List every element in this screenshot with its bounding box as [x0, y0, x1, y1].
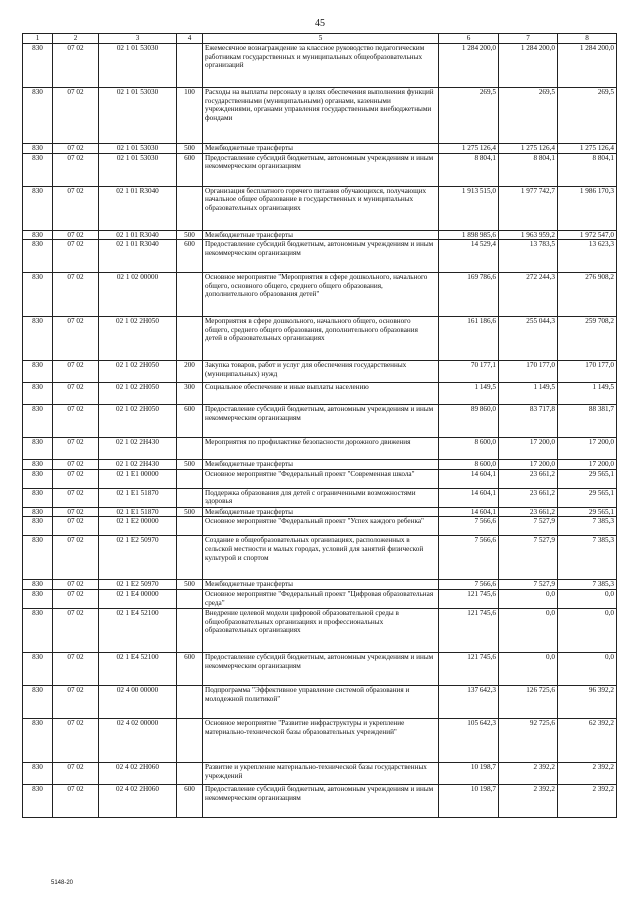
row-value-2021: 1 275 126,4 — [439, 144, 499, 154]
row-section-cell: 07 02 — [53, 383, 99, 405]
row-target-cell: 02 1 02 2Н050 — [99, 383, 177, 405]
row-value-2021: 121 745,6 — [439, 652, 499, 685]
row-name-cell: Основное мероприятие "Федеральный проект "Цифровая образовательная среда" — [203, 589, 439, 608]
header-col-5: 5 — [203, 34, 439, 44]
row-name-cell: Организация бесплатного горячего питания обучающихся, получающих начальное общее образование в государственных и муниципальных образовательных организациях — [203, 186, 439, 230]
row-target-cell: 02 1 Е4 52100 — [99, 608, 177, 652]
row-name-cell: Межбюджетные трансферты — [203, 144, 439, 154]
row-type-cell — [177, 536, 203, 580]
row-section-cell: 07 02 — [53, 153, 99, 186]
row-value-2022: 269,5 — [499, 88, 558, 144]
row-value-2021: 137 642,3 — [439, 685, 499, 718]
row-type-cell — [177, 186, 203, 230]
row-value-2023: 29 565,1 — [558, 488, 617, 507]
row-type-cell — [177, 44, 203, 88]
table-row — [23, 383, 617, 405]
row-target-cell: 02 1 01 R3040 — [99, 240, 177, 273]
row-value-2021: 89 860,0 — [439, 405, 499, 438]
row-value-2023: 269,5 — [558, 88, 617, 144]
table-row — [23, 784, 617, 817]
row-section-cell: 07 02 — [53, 784, 99, 817]
row-value-2023: 2 392,2 — [558, 762, 617, 784]
row-code-cell: 830 — [23, 361, 53, 383]
row-value-2021: 105 642,3 — [439, 718, 499, 762]
row-section-cell: 07 02 — [53, 685, 99, 718]
row-target-cell: 02 1 Е4 00000 — [99, 589, 177, 608]
row-value-2023: 13 623,3 — [558, 240, 617, 273]
row-code-cell: 830 — [23, 469, 53, 488]
row-value-2022: 23 661,2 — [499, 488, 558, 507]
row-code-cell: 830 — [23, 762, 53, 784]
table-row — [23, 517, 617, 536]
row-code-cell: 830 — [23, 144, 53, 154]
row-name-cell: Предоставление субсидий бюджетным, автономным учреждениям и иным некоммерческим организациям — [203, 240, 439, 273]
row-target-cell: 02 1 Е2 50970 — [99, 580, 177, 590]
table-row — [23, 460, 617, 470]
row-target-cell: 02 1 01 53030 — [99, 153, 177, 186]
table-row — [23, 405, 617, 438]
header-col-4: 4 — [177, 34, 203, 44]
row-type-cell — [177, 685, 203, 718]
row-value-2023: 0,0 — [558, 652, 617, 685]
row-value-2023: 62 392,2 — [558, 718, 617, 762]
row-value-2022: 1 977 742,7 — [499, 186, 558, 230]
row-name-cell: Поддержка образования для детей с ограниченными возможностями здоровья — [203, 488, 439, 507]
row-type-cell: 500 — [177, 144, 203, 154]
table-row — [23, 44, 617, 88]
row-value-2021: 121 745,6 — [439, 589, 499, 608]
row-section-cell: 07 02 — [53, 507, 99, 517]
row-target-cell: 02 1 Е1 51870 — [99, 507, 177, 517]
row-section-cell: 07 02 — [53, 536, 99, 580]
row-value-2023: 276 908,2 — [558, 273, 617, 317]
row-type-cell: 600 — [177, 652, 203, 685]
table-body — [23, 44, 617, 818]
header-col-6: 6 — [439, 34, 499, 44]
table-row — [23, 230, 617, 240]
row-value-2021: 10 198,7 — [439, 762, 499, 784]
row-value-2022: 0,0 — [499, 652, 558, 685]
row-value-2021: 169 786,6 — [439, 273, 499, 317]
table-row — [23, 652, 617, 685]
table-row — [23, 88, 617, 144]
row-section-cell: 07 02 — [53, 317, 99, 361]
row-value-2021: 1 913 515,0 — [439, 186, 499, 230]
row-name-cell: Создание в общеобразовательных организациях, расположенных в сельской местности и малых городах, условий для занятий физической культурой и спортом — [203, 536, 439, 580]
header-row — [23, 34, 617, 44]
row-type-cell — [177, 589, 203, 608]
row-value-2023: 1 275 126,4 — [558, 144, 617, 154]
row-target-cell: 02 1 Е2 00000 — [99, 517, 177, 536]
row-name-cell: Подпрограмма "Эффективное управление системой образования и молодежной политикой" — [203, 685, 439, 718]
table-row — [23, 685, 617, 718]
row-value-2022: 0,0 — [499, 589, 558, 608]
table-row — [23, 762, 617, 784]
row-code-cell: 830 — [23, 784, 53, 817]
row-name-cell: Закупка товаров, работ и услуг для обеспечения государственных (муниципальных) нужд — [203, 361, 439, 383]
row-code-cell: 830 — [23, 488, 53, 507]
row-value-2021: 121 745,6 — [439, 608, 499, 652]
row-name-cell: Межбюджетные трансферты — [203, 507, 439, 517]
row-section-cell: 07 02 — [53, 460, 99, 470]
row-value-2022: 23 661,2 — [499, 469, 558, 488]
row-target-cell: 02 1 Е4 52100 — [99, 652, 177, 685]
row-value-2021: 1 149,5 — [439, 383, 499, 405]
row-code-cell: 830 — [23, 517, 53, 536]
row-code-cell: 830 — [23, 44, 53, 88]
row-value-2022: 126 725,6 — [499, 685, 558, 718]
row-target-cell: 02 1 02 00000 — [99, 273, 177, 317]
row-target-cell: 02 1 02 2Н050 — [99, 405, 177, 438]
row-section-cell: 07 02 — [53, 580, 99, 590]
row-code-cell: 830 — [23, 580, 53, 590]
row-value-2022: 0,0 — [499, 608, 558, 652]
row-value-2021: 14 604,1 — [439, 488, 499, 507]
row-name-cell: Социальное обеспечение и иные выплаты населению — [203, 383, 439, 405]
row-type-cell: 600 — [177, 405, 203, 438]
table-row — [23, 488, 617, 507]
row-value-2023: 1 972 547,0 — [558, 230, 617, 240]
row-target-cell: 02 4 02 00000 — [99, 718, 177, 762]
row-type-cell — [177, 469, 203, 488]
row-value-2023: 170 177,0 — [558, 361, 617, 383]
row-code-cell: 830 — [23, 460, 53, 470]
table-row — [23, 536, 617, 580]
row-code-cell: 830 — [23, 589, 53, 608]
row-type-cell: 300 — [177, 383, 203, 405]
row-section-cell: 07 02 — [53, 718, 99, 762]
table-row — [23, 240, 617, 273]
row-code-cell: 830 — [23, 88, 53, 144]
row-value-2023: 7 385,3 — [558, 517, 617, 536]
row-code-cell: 830 — [23, 438, 53, 460]
row-value-2022: 255 044,3 — [499, 317, 558, 361]
row-value-2022: 2 392,2 — [499, 784, 558, 817]
row-type-cell — [177, 273, 203, 317]
row-value-2022: 17 200,0 — [499, 438, 558, 460]
table-header — [23, 34, 617, 44]
header-col-1: 1 — [23, 34, 53, 44]
row-section-cell: 07 02 — [53, 273, 99, 317]
row-target-cell: 02 1 Е1 00000 — [99, 469, 177, 488]
row-section-cell: 07 02 — [53, 517, 99, 536]
row-code-cell: 830 — [23, 240, 53, 273]
row-value-2021: 8 600,0 — [439, 460, 499, 470]
row-section-cell: 07 02 — [53, 438, 99, 460]
row-value-2021: 7 566,6 — [439, 536, 499, 580]
row-name-cell: Внедрение целевой модели цифровой образовательной среды в общеобразовательных организациях и профессиональных образовательных организациях — [203, 608, 439, 652]
row-value-2023: 1 149,5 — [558, 383, 617, 405]
row-section-cell: 07 02 — [53, 589, 99, 608]
row-value-2022: 272 244,3 — [499, 273, 558, 317]
row-section-cell: 07 02 — [53, 608, 99, 652]
row-value-2022: 23 661,2 — [499, 507, 558, 517]
row-type-cell: 500 — [177, 230, 203, 240]
row-value-2022: 2 392,2 — [499, 762, 558, 784]
row-value-2023: 0,0 — [558, 589, 617, 608]
table-row — [23, 507, 617, 517]
row-name-cell: Предоставление субсидий бюджетным, автономным учреждениям и иным некоммерческим организациям — [203, 405, 439, 438]
row-target-cell: 02 4 02 2Н060 — [99, 784, 177, 817]
row-section-cell: 07 02 — [53, 240, 99, 273]
row-type-cell: 200 — [177, 361, 203, 383]
row-value-2021: 14 529,4 — [439, 240, 499, 273]
row-name-cell: Развитие и укрепление материально-технической базы государственных учреждений — [203, 762, 439, 784]
row-target-cell: 02 1 02 2Н050 — [99, 317, 177, 361]
row-type-cell — [177, 762, 203, 784]
row-code-cell: 830 — [23, 405, 53, 438]
row-target-cell: 02 1 Е1 51870 — [99, 488, 177, 507]
row-section-cell: 07 02 — [53, 186, 99, 230]
row-code-cell: 830 — [23, 383, 53, 405]
row-value-2022: 7 527,9 — [499, 517, 558, 536]
row-section-cell: 07 02 — [53, 88, 99, 144]
row-code-cell: 830 — [23, 186, 53, 230]
row-value-2021: 70 177,1 — [439, 361, 499, 383]
row-value-2023: 88 381,7 — [558, 405, 617, 438]
row-name-cell: Предоставление субсидий бюджетным, автономным учреждениям и иным некоммерческим организациям — [203, 784, 439, 817]
header-col-8: 8 — [558, 34, 617, 44]
row-code-cell: 830 — [23, 273, 53, 317]
row-value-2022: 1 284 200,0 — [499, 44, 558, 88]
row-section-cell: 07 02 — [53, 44, 99, 88]
row-name-cell: Основное мероприятие "Мероприятия в сфере дошкольного, начального общего, основного общего, среднего общего образования, дополнительного образования детей" — [203, 273, 439, 317]
row-code-cell: 830 — [23, 230, 53, 240]
row-section-cell: 07 02 — [53, 405, 99, 438]
row-section-cell: 07 02 — [53, 230, 99, 240]
row-value-2022: 7 527,9 — [499, 580, 558, 590]
row-code-cell: 830 — [23, 608, 53, 652]
row-target-cell: 02 1 01 R3040 — [99, 186, 177, 230]
row-value-2023: 17 200,0 — [558, 438, 617, 460]
row-value-2023: 2 392,2 — [558, 784, 617, 817]
budget-table — [22, 33, 617, 818]
row-value-2022: 8 804,1 — [499, 153, 558, 186]
row-value-2021: 7 566,6 — [439, 580, 499, 590]
row-value-2022: 170 177,0 — [499, 361, 558, 383]
table-row — [23, 153, 617, 186]
row-code-cell: 830 — [23, 718, 53, 762]
row-value-2023: 17 200,0 — [558, 460, 617, 470]
row-name-cell: Межбюджетные трансферты — [203, 580, 439, 590]
row-target-cell: 02 1 01 53030 — [99, 144, 177, 154]
row-name-cell: Основное мероприятие "Развитие инфраструктуры и укрепление материально-технической базы образовательных учреждений" — [203, 718, 439, 762]
row-code-cell: 830 — [23, 317, 53, 361]
row-value-2022: 13 783,5 — [499, 240, 558, 273]
row-section-cell: 07 02 — [53, 144, 99, 154]
table-row — [23, 469, 617, 488]
row-value-2022: 83 717,8 — [499, 405, 558, 438]
row-value-2021: 269,5 — [439, 88, 499, 144]
row-code-cell: 830 — [23, 685, 53, 718]
footer-code: 5148-20 — [51, 880, 74, 886]
table-row — [23, 580, 617, 590]
row-target-cell: 02 1 Е2 50970 — [99, 536, 177, 580]
row-target-cell: 02 4 00 00000 — [99, 685, 177, 718]
row-type-cell: 100 — [177, 88, 203, 144]
row-target-cell: 02 1 02 2Н430 — [99, 460, 177, 470]
row-type-cell: 500 — [177, 460, 203, 470]
row-target-cell: 02 1 02 2Н050 — [99, 361, 177, 383]
row-value-2023: 29 565,1 — [558, 507, 617, 517]
row-target-cell: 02 4 02 2Н060 — [99, 762, 177, 784]
table-row — [23, 438, 617, 460]
row-code-cell: 830 — [23, 652, 53, 685]
header-col-3: 3 — [99, 34, 177, 44]
row-name-cell: Ежемесячное вознаграждение за классное руководство педагогическим работникам государственных и муниципальных общеобразовательных организаций — [203, 44, 439, 88]
row-type-cell — [177, 488, 203, 507]
row-name-cell: Мероприятия в сфере дошкольного, начального общего, основного общего, среднего общего образования, дополнительного образования детей в образовательных организациях — [203, 317, 439, 361]
row-name-cell: Основное мероприятие "Федеральный проект "Современная школа" — [203, 469, 439, 488]
row-value-2023: 96 392,2 — [558, 685, 617, 718]
row-name-cell: Расходы на выплаты персоналу в целях обеспечения выполнения функций государственными (муниципальными) органами, казенными учреждениями, органами управления государственными внебюджетными фондами — [203, 88, 439, 144]
row-value-2023: 1 986 170,3 — [558, 186, 617, 230]
table-row — [23, 186, 617, 230]
row-value-2022: 1 275 126,4 — [499, 144, 558, 154]
row-name-cell: Предоставление субсидий бюджетным, автономным учреждениям и иным некоммерческим организациям — [203, 153, 439, 186]
row-section-cell: 07 02 — [53, 762, 99, 784]
table-row — [23, 144, 617, 154]
row-code-cell: 830 — [23, 507, 53, 517]
row-value-2022: 7 527,9 — [499, 536, 558, 580]
table-row — [23, 361, 617, 383]
row-value-2023: 8 804,1 — [558, 153, 617, 186]
row-value-2021: 14 604,1 — [439, 469, 499, 488]
row-target-cell: 02 1 01 R3040 — [99, 230, 177, 240]
row-type-cell — [177, 718, 203, 762]
row-type-cell: 500 — [177, 580, 203, 590]
row-name-cell: Межбюджетные трансферты — [203, 230, 439, 240]
row-type-cell: 600 — [177, 784, 203, 817]
header-col-7: 7 — [499, 34, 558, 44]
row-value-2022: 1 149,5 — [499, 383, 558, 405]
row-value-2023: 259 708,2 — [558, 317, 617, 361]
row-name-cell: Основное мероприятие "Федеральный проект "Успех каждого ребенка" — [203, 517, 439, 536]
row-code-cell: 830 — [23, 153, 53, 186]
row-type-cell: 600 — [177, 240, 203, 273]
table-row — [23, 718, 617, 762]
row-name-cell: Мероприятия по профилактике безопасности дорожного движения — [203, 438, 439, 460]
row-value-2021: 10 198,7 — [439, 784, 499, 817]
row-value-2021: 1 284 200,0 — [439, 44, 499, 88]
row-section-cell: 07 02 — [53, 469, 99, 488]
row-value-2023: 0,0 — [558, 608, 617, 652]
table-row — [23, 273, 617, 317]
row-code-cell: 830 — [23, 536, 53, 580]
row-type-cell: 500 — [177, 507, 203, 517]
row-value-2021: 8 600,0 — [439, 438, 499, 460]
header-col-2: 2 — [53, 34, 99, 44]
row-value-2023: 7 385,3 — [558, 536, 617, 580]
row-target-cell: 02 1 02 2Н430 — [99, 438, 177, 460]
row-value-2021: 1 898 985,6 — [439, 230, 499, 240]
row-name-cell: Межбюджетные трансферты — [203, 460, 439, 470]
table-row — [23, 608, 617, 652]
row-type-cell — [177, 517, 203, 536]
row-type-cell: 600 — [177, 153, 203, 186]
row-section-cell: 07 02 — [53, 488, 99, 507]
row-value-2021: 8 804,1 — [439, 153, 499, 186]
row-value-2022: 17 200,0 — [499, 460, 558, 470]
row-target-cell: 02 1 01 53030 — [99, 44, 177, 88]
row-type-cell — [177, 608, 203, 652]
row-name-cell: Предоставление субсидий бюджетным, автономным учреждениям и иным некоммерческим организациям — [203, 652, 439, 685]
row-value-2022: 1 963 959,2 — [499, 230, 558, 240]
row-value-2023: 29 565,1 — [558, 469, 617, 488]
page-number: 45 — [315, 18, 325, 29]
row-value-2021: 14 604,1 — [439, 507, 499, 517]
row-value-2023: 1 284 200,0 — [558, 44, 617, 88]
table-row — [23, 589, 617, 608]
table-row — [23, 317, 617, 361]
row-section-cell: 07 02 — [53, 652, 99, 685]
row-value-2021: 7 566,6 — [439, 517, 499, 536]
row-type-cell — [177, 438, 203, 460]
row-target-cell: 02 1 01 53030 — [99, 88, 177, 144]
row-value-2022: 92 725,6 — [499, 718, 558, 762]
row-value-2021: 161 186,6 — [439, 317, 499, 361]
row-type-cell — [177, 317, 203, 361]
row-value-2023: 7 385,3 — [558, 580, 617, 590]
row-section-cell: 07 02 — [53, 361, 99, 383]
